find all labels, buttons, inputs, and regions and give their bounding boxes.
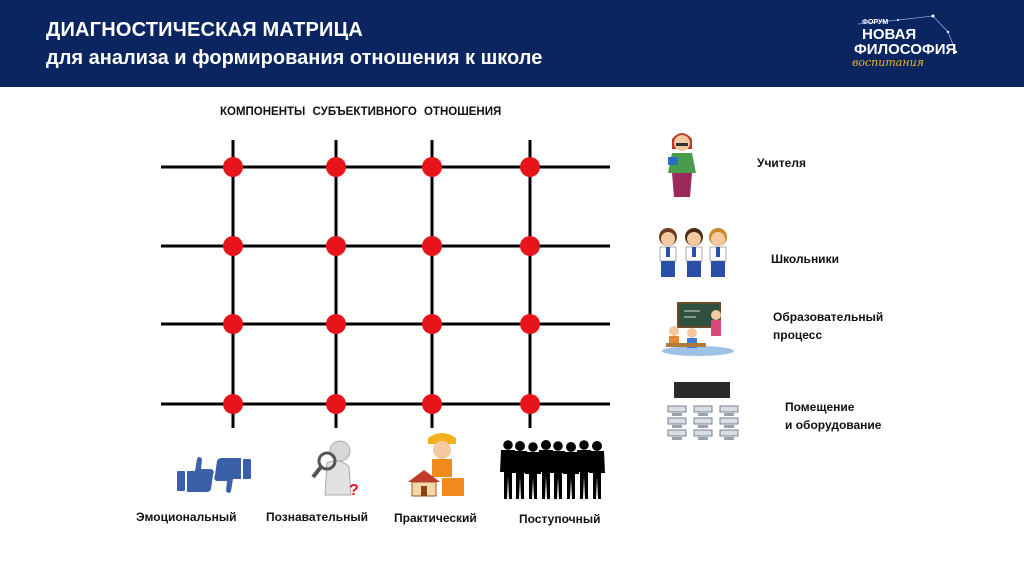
row-label-educational-process: Образовательный процесс xyxy=(773,310,884,342)
people-silhouettes-icon xyxy=(500,437,606,499)
logo-line1: НОВАЯ xyxy=(862,26,917,43)
logo-line3: воспитания xyxy=(852,56,924,69)
builder-house-icon xyxy=(402,430,468,498)
matrix-node-r4-c2 xyxy=(326,394,346,414)
schoolchildren-icon xyxy=(656,225,732,281)
page-title: ДИАГНОСТИЧЕСКАЯ МАТРИЦА xyxy=(46,19,364,41)
matrix-node-r1-c2 xyxy=(326,157,346,177)
matrix-node-r2-c4 xyxy=(520,236,540,256)
magnifier-question-icon xyxy=(305,437,365,497)
logo-small-text: ФОРУМ xyxy=(862,19,889,26)
column-label-emotional: Эмоциональный xyxy=(136,510,237,524)
classroom-icon xyxy=(660,301,736,357)
row-label-students: Школьники xyxy=(771,252,839,266)
teacher-icon xyxy=(662,127,702,201)
column-label-practical: Практический xyxy=(394,511,477,525)
column-label-behavioral: Поступочный xyxy=(519,512,601,526)
row-label-premises-equipment: Помещение и оборудование xyxy=(785,400,882,432)
matrix-node-r2-c2 xyxy=(326,236,346,256)
matrix-node-r4-c3 xyxy=(422,394,442,414)
matrix-node-r3-c1 xyxy=(223,314,243,334)
components-label: КОМПОНЕНТЫ СУБЪЕКТИВНОГО ОТНОШЕНИЯ xyxy=(220,106,502,118)
column-label-cognitive: Познавательный xyxy=(266,510,368,524)
page-subtitle: для анализа и формирования отношения к школе xyxy=(46,47,543,69)
matrix-node-r2-c3 xyxy=(422,236,442,256)
matrix-node-r4-c1 xyxy=(223,394,243,414)
row-label-teachers: Учителя xyxy=(757,156,806,170)
matrix-node-r3-c3 xyxy=(422,314,442,334)
matrix-node-r3-c4 xyxy=(520,314,540,334)
matrix-node-r4-c4 xyxy=(520,394,540,414)
matrix-node-r1-c4 xyxy=(520,157,540,177)
matrix-node-r2-c1 xyxy=(223,236,243,256)
thumbs-up-down-icon xyxy=(175,455,253,495)
matrix-node-r3-c2 xyxy=(326,314,346,334)
logo-line2: ФИЛОСОФИЯ xyxy=(854,41,957,58)
matrix-node-r1-c1 xyxy=(223,157,243,177)
svg-text:?: ? xyxy=(349,482,359,497)
matrix-node-r1-c3 xyxy=(422,157,442,177)
room-equipment-icon xyxy=(662,376,742,442)
